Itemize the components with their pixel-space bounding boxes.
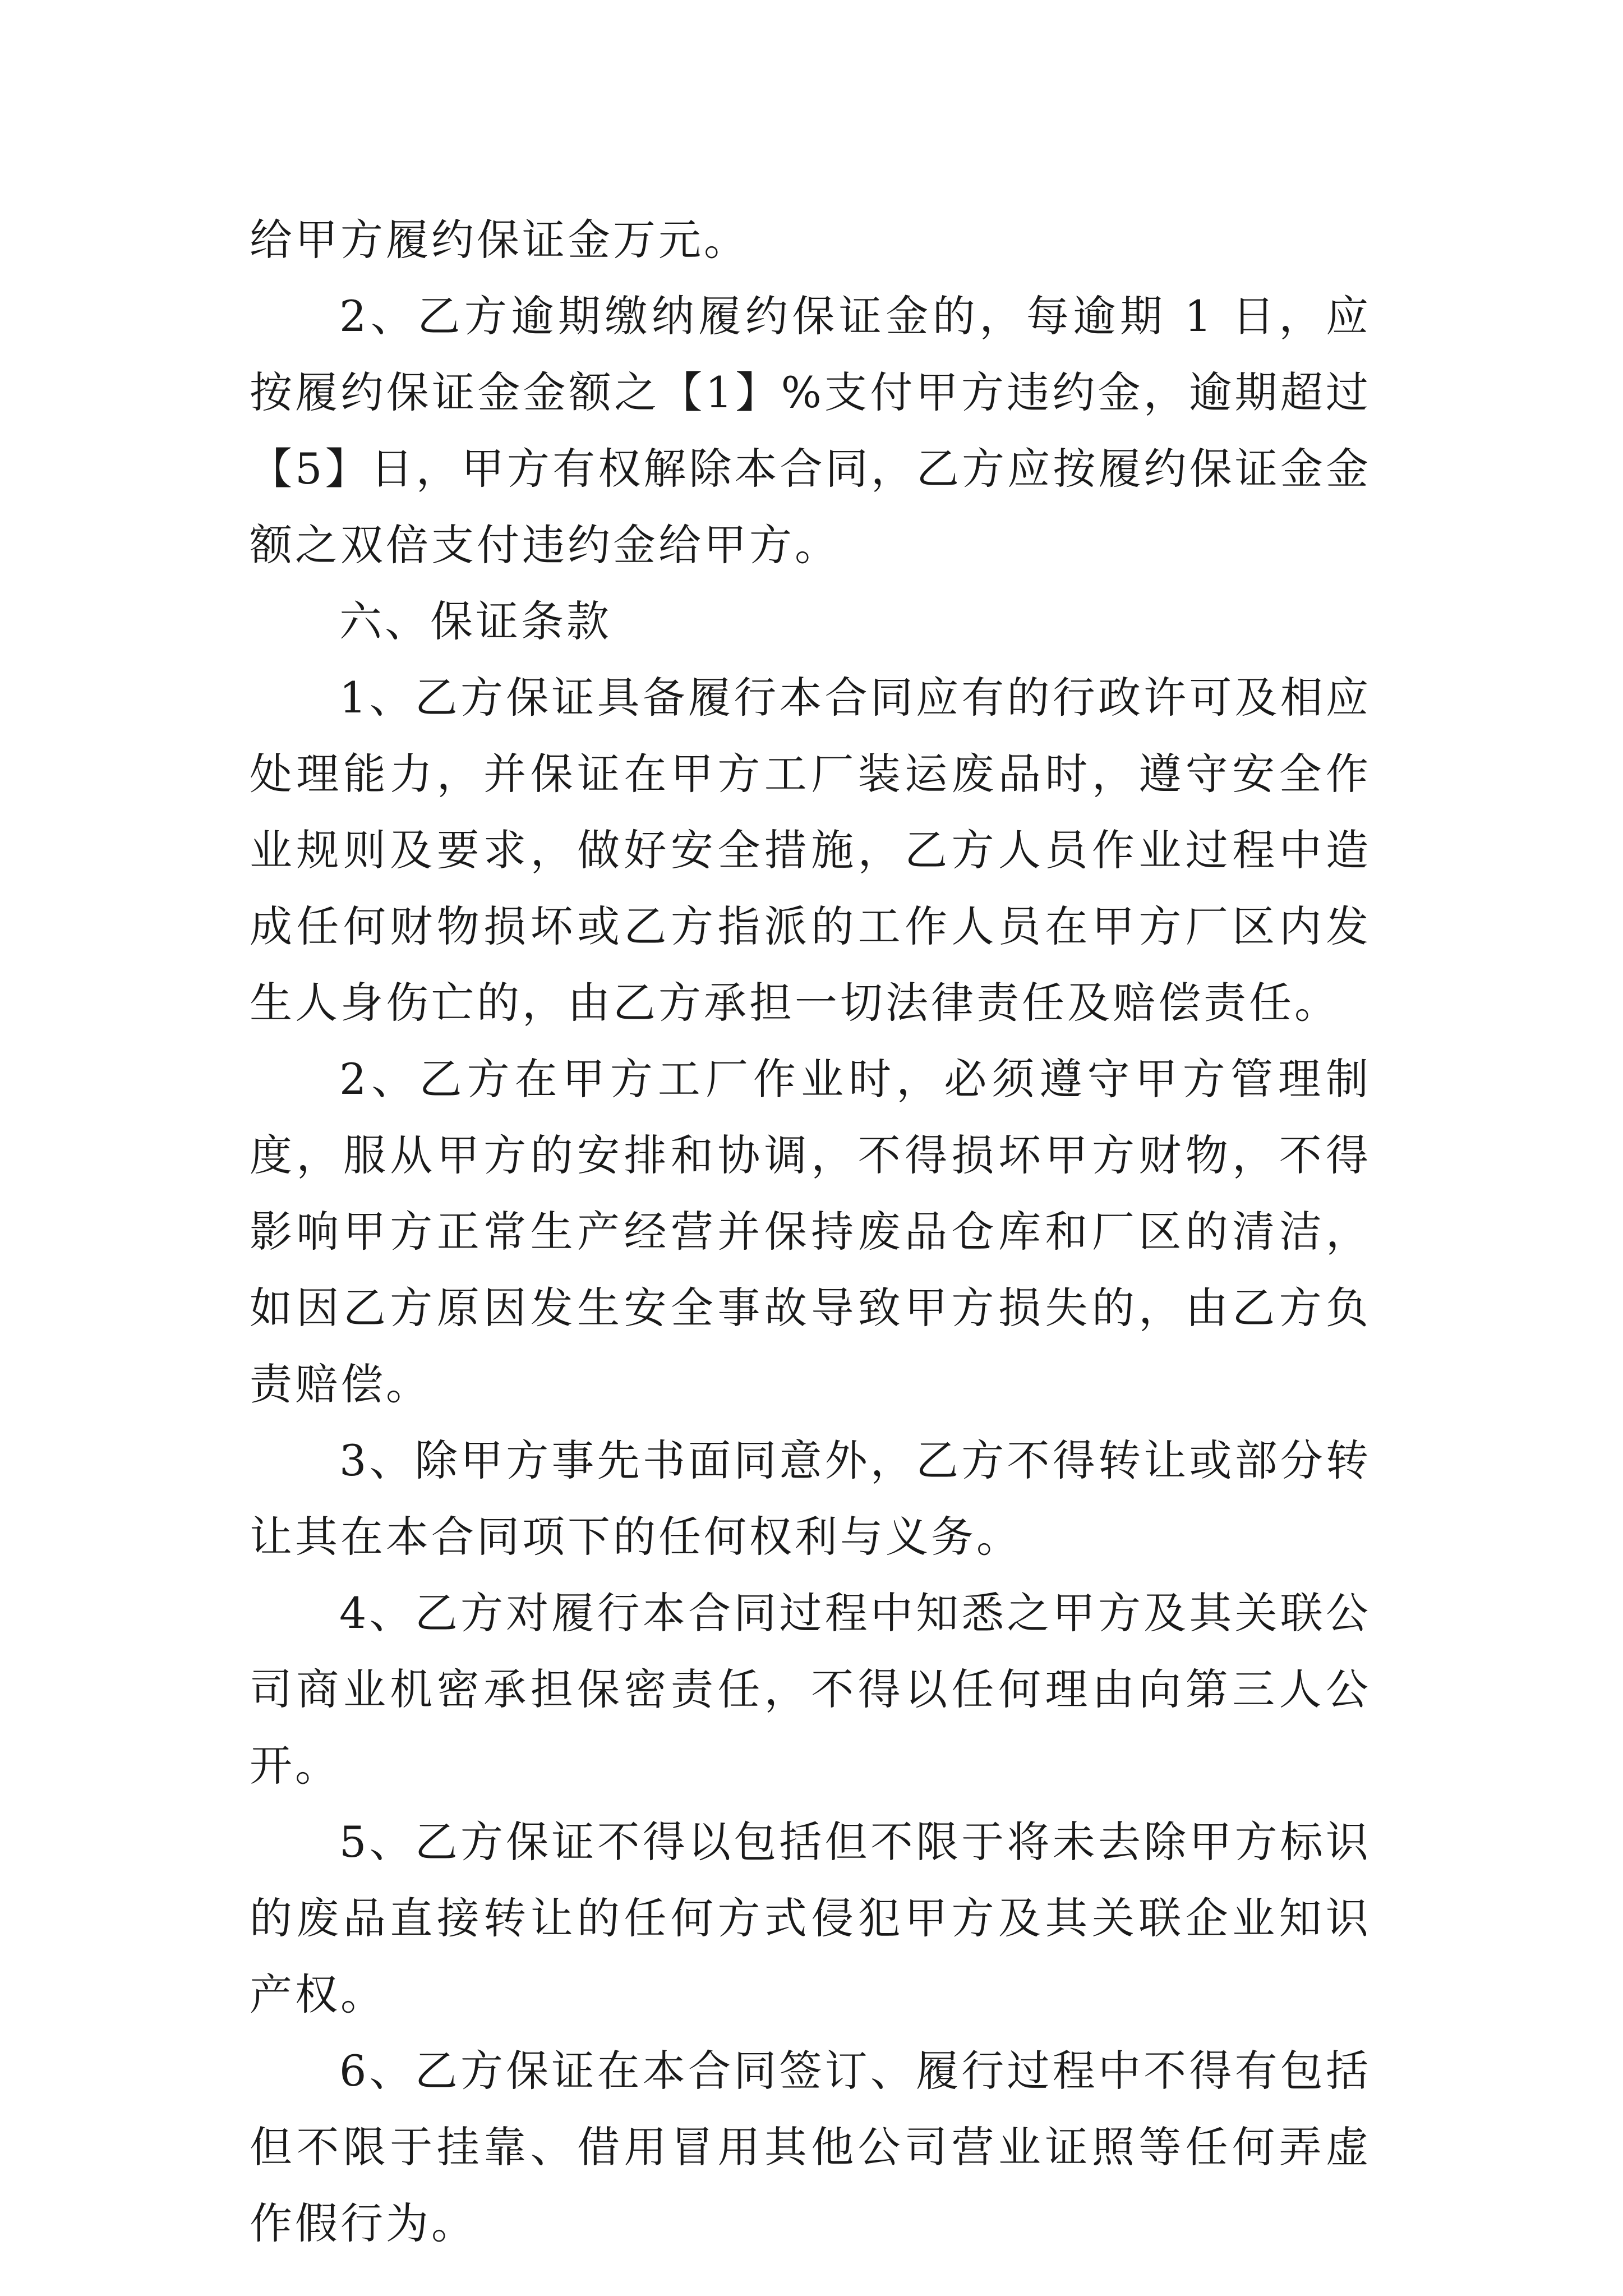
paragraph-clause-5-2: 2、乙方逾期缴纳履约保证金的，每逾期 1 日，应按履约保证金金额之【1】%支付甲方违约金，逾期超过【5】日，甲方有权解除本合同，乙方应按履约保证金金额之双倍支付违约金给甲方。	[250, 291, 1371, 570]
paragraph-clause-6-3: 3、除甲方事先书面同意外，乙方不得转让或部分转让其在本合同项下的任何权利与义务。	[250, 1435, 1371, 1562]
section-heading-guarantee-terms: 六、保证条款	[339, 596, 612, 646]
paragraph-clause-6-4: 4、乙方对履行本合同过程中知悉之甲方及其关联公司商业机密承担保密责任，不得以任何理由向第三人公开。	[250, 1588, 1371, 1791]
paragraph-clause-6-1: 1、乙方保证具备履行本合同应有的行政许可及相应处理能力，并保证在甲方工厂装运废品时，遵守安全作业规则及要求，做好安全措施，乙方人员作业过程中造成任何财物损坏或乙方指派的工作人员在甲方厂区内发生人身伤亡的，由乙方承担一切法律责任及赔偿责任。	[250, 673, 1371, 1028]
paragraph-clause-6-2: 2、乙方在甲方工厂作业时，必须遵守甲方管理制度，服从甲方的安排和协调，不得损坏甲方财物，不得影响甲方正常生产经营并保持废品仓库和厂区的清洁，如因乙方原因发生安全事故导致甲方损失的，由乙方负责赔偿。	[250, 1054, 1371, 1409]
document-body	[250, 202, 1371, 2262]
paragraph-clause-6-5: 5、乙方保证不得以包括但不限于将未去除甲方标识的废品直接转让的任何方式侵犯甲方及其关联企业知识产权。	[250, 1817, 1371, 2019]
paragraph-continuation: 给甲方履约保证金万元。	[250, 215, 749, 265]
paragraph-clause-6-6: 6、乙方保证在本合同签订、履行过程中不得有包括但不限于挂靠、借用冒用其他公司营业证照等任何弄虚作假行为。	[250, 2046, 1371, 2248]
